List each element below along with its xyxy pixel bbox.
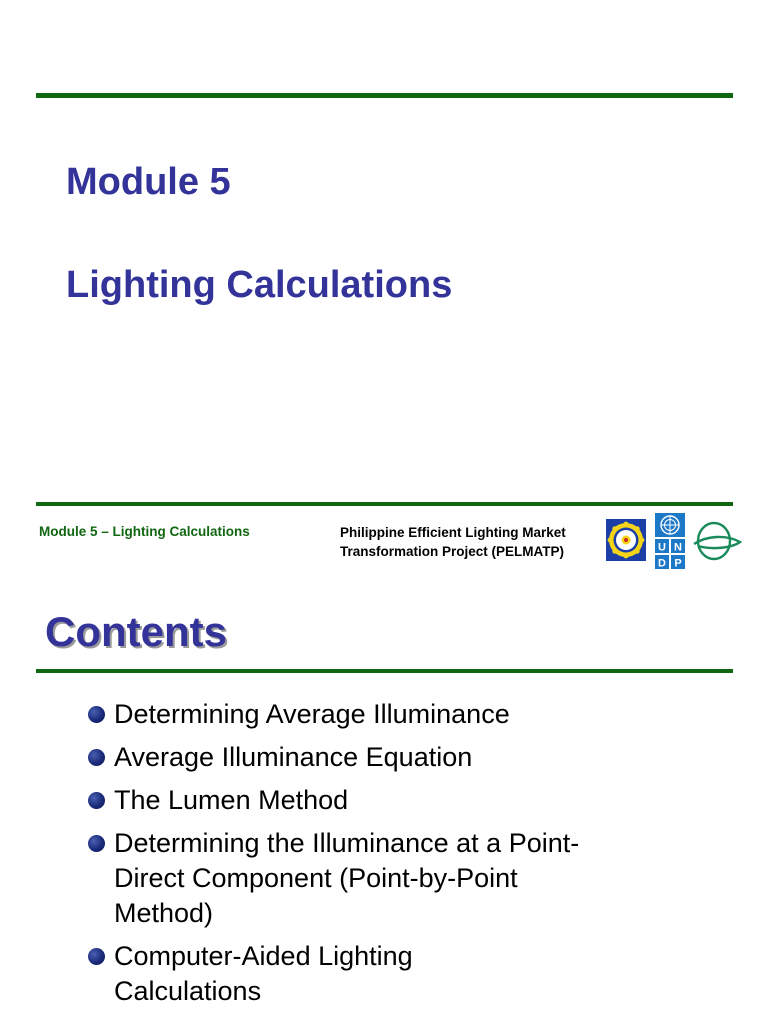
bullet-icon [88, 835, 105, 852]
bullet-text: Determining Average Illuminance [114, 699, 510, 729]
undp-letter-p: P [674, 557, 682, 570]
module-subtitle: Lighting Calculations [66, 264, 453, 306]
footer-module-label: Module 5 – Lighting Calculations [39, 524, 250, 539]
contents-divider [36, 669, 733, 673]
footer-project-name [340, 523, 566, 561]
bullet-text: Average Illuminance Equation [114, 742, 473, 772]
list-item [88, 697, 728, 732]
bullet-icon [88, 792, 105, 809]
gef-globe-logo [692, 520, 742, 562]
footer-divider [36, 502, 733, 506]
bullet-icon [88, 706, 105, 723]
top-divider [36, 93, 733, 98]
bullet-text: The Lumen Method [114, 785, 349, 815]
bullet-text: Computer-Aided Lighting Calculations [114, 941, 413, 1006]
bullet-icon [88, 749, 105, 766]
bullet-icon [88, 948, 105, 965]
undp-letter-n: N [674, 541, 682, 554]
footer-project-line-2: Transformation Project (PELMATP) [340, 544, 565, 559]
footer-project-line-1: Philippine Efficient Lighting Market [340, 525, 566, 540]
philippine-seal-logo [606, 519, 646, 561]
undp-letter-u: U [658, 541, 666, 554]
contents-heading: Contents [45, 608, 227, 655]
list-item [88, 826, 584, 931]
undp-logo [654, 512, 686, 570]
bullet-text: Determining the Illuminance at a Point-Direct Component (Point-by-Point Method) [114, 828, 580, 928]
module-title: Module 5 [66, 161, 231, 203]
undp-letter-d: D [658, 557, 666, 570]
list-item [88, 740, 728, 775]
list-item [88, 783, 728, 818]
contents-list [88, 697, 728, 1017]
list-item [88, 939, 474, 1009]
